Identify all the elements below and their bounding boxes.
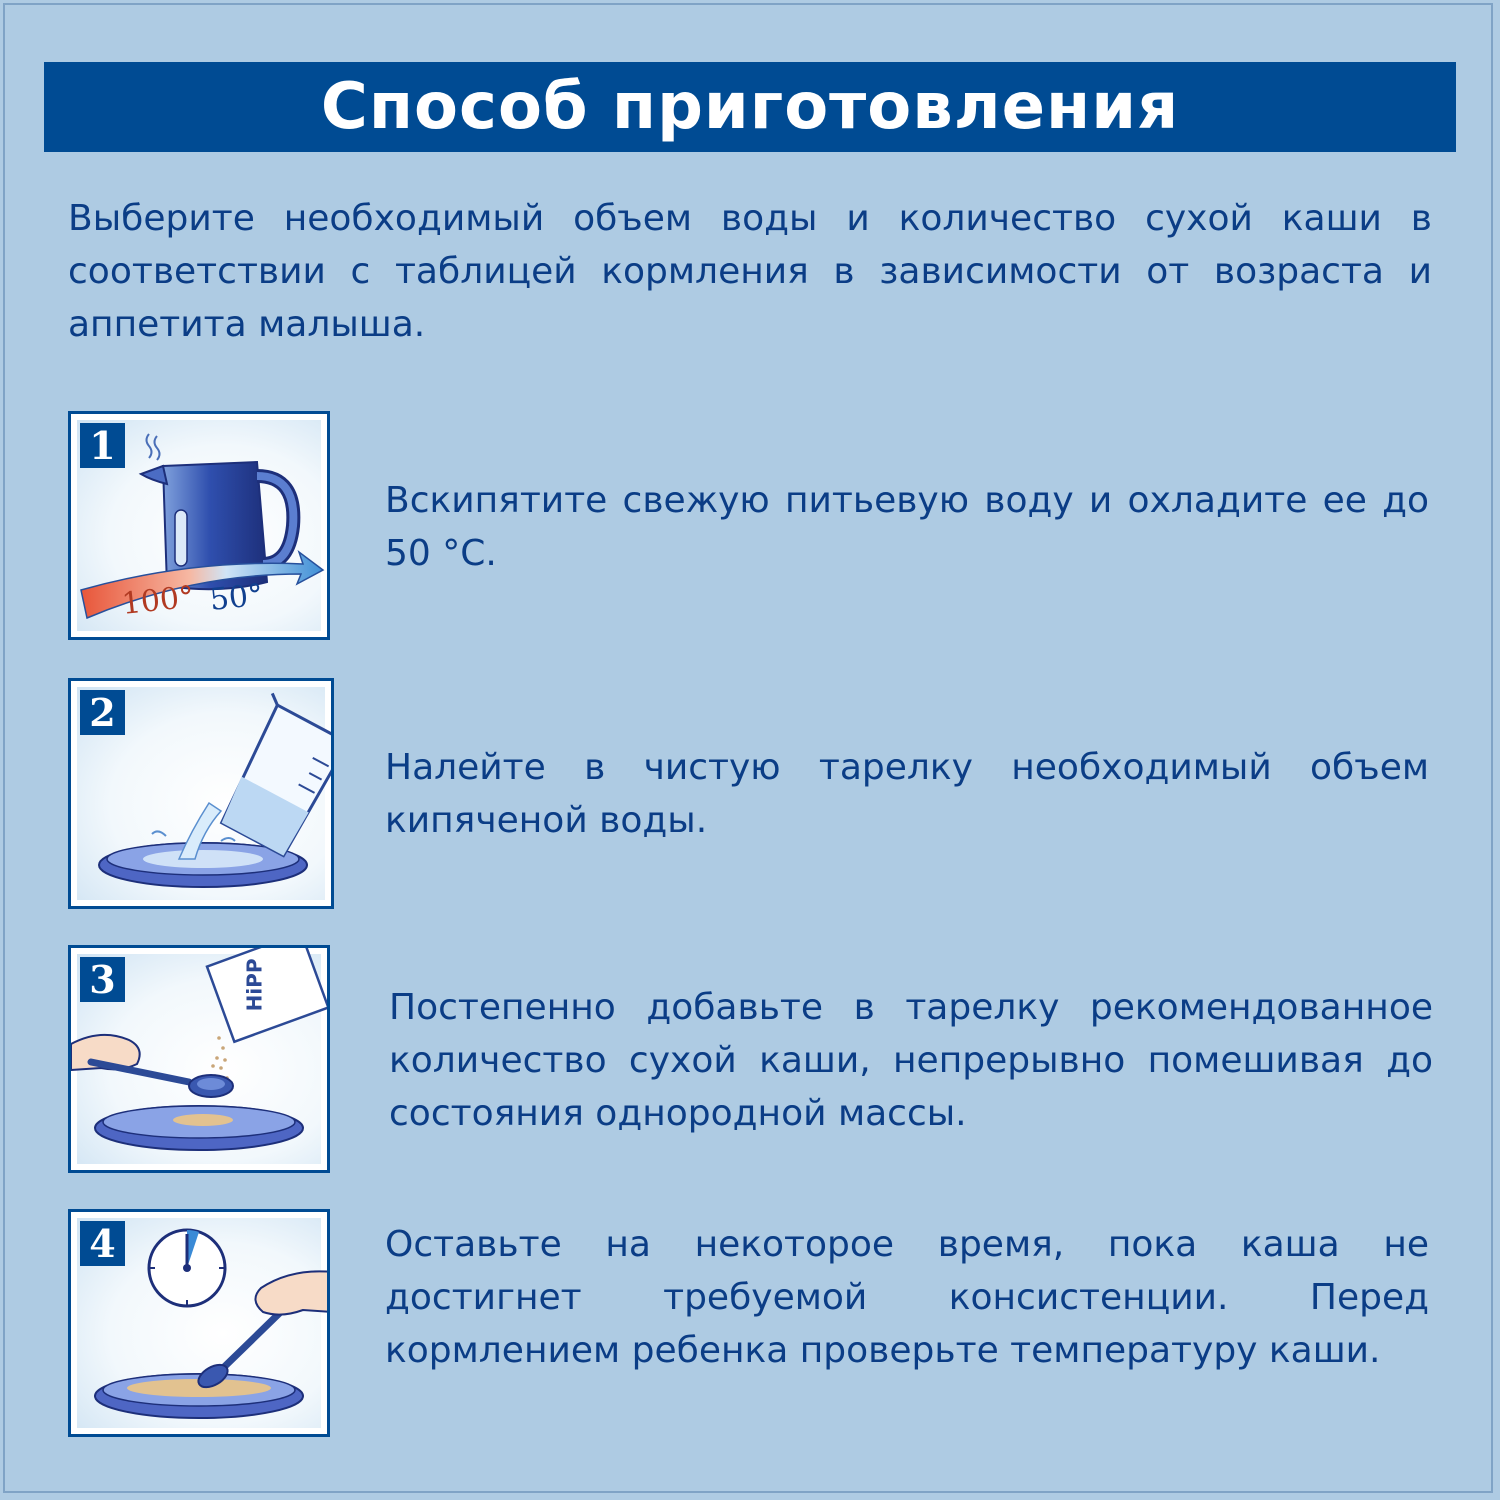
step-2-text: Налейте в чистую тарелку необходимый объем кипяченой воды.: [385, 747, 1429, 841]
clock-icon: [149, 1230, 225, 1306]
temperature-low-label: 50°: [208, 577, 265, 618]
step-2-number: 2: [80, 690, 125, 735]
step-4-illustration: [68, 1209, 330, 1437]
brand-label: HiPP: [242, 958, 267, 1012]
step-2-illustration: [68, 678, 334, 909]
step-3-illustration: [68, 945, 330, 1173]
temperature-high-label: 100°: [120, 579, 196, 622]
page-title: Способ приготовления: [320, 70, 1180, 144]
step-4-number: 4: [80, 1221, 125, 1266]
step-3-text: Постепенно добавьте в тарелку рекомендованное количество сухой каши, непрерывно помешивая до состояния однородной массы.: [389, 987, 1433, 1134]
step-3-number: 3: [80, 957, 125, 1002]
step-1-number: 1: [80, 423, 125, 468]
step-1-illustration: [68, 411, 330, 640]
step-1-text: Вскипятите свежую питьевую воду и охладите ее до 50 °C.: [385, 480, 1429, 574]
intro-text: Выберите необходимый объем воды и количество сухой каши в соответствии с таблицей кормления в зависимости от возраста и аппетита малыша.: [68, 198, 1432, 345]
title-banner: [44, 62, 1456, 152]
step-4-text: Оставьте на некоторое время, пока каша не достигнет требуемой консистенции. Перед кормлением ребенка проверьте температуру каши.: [385, 1224, 1429, 1371]
